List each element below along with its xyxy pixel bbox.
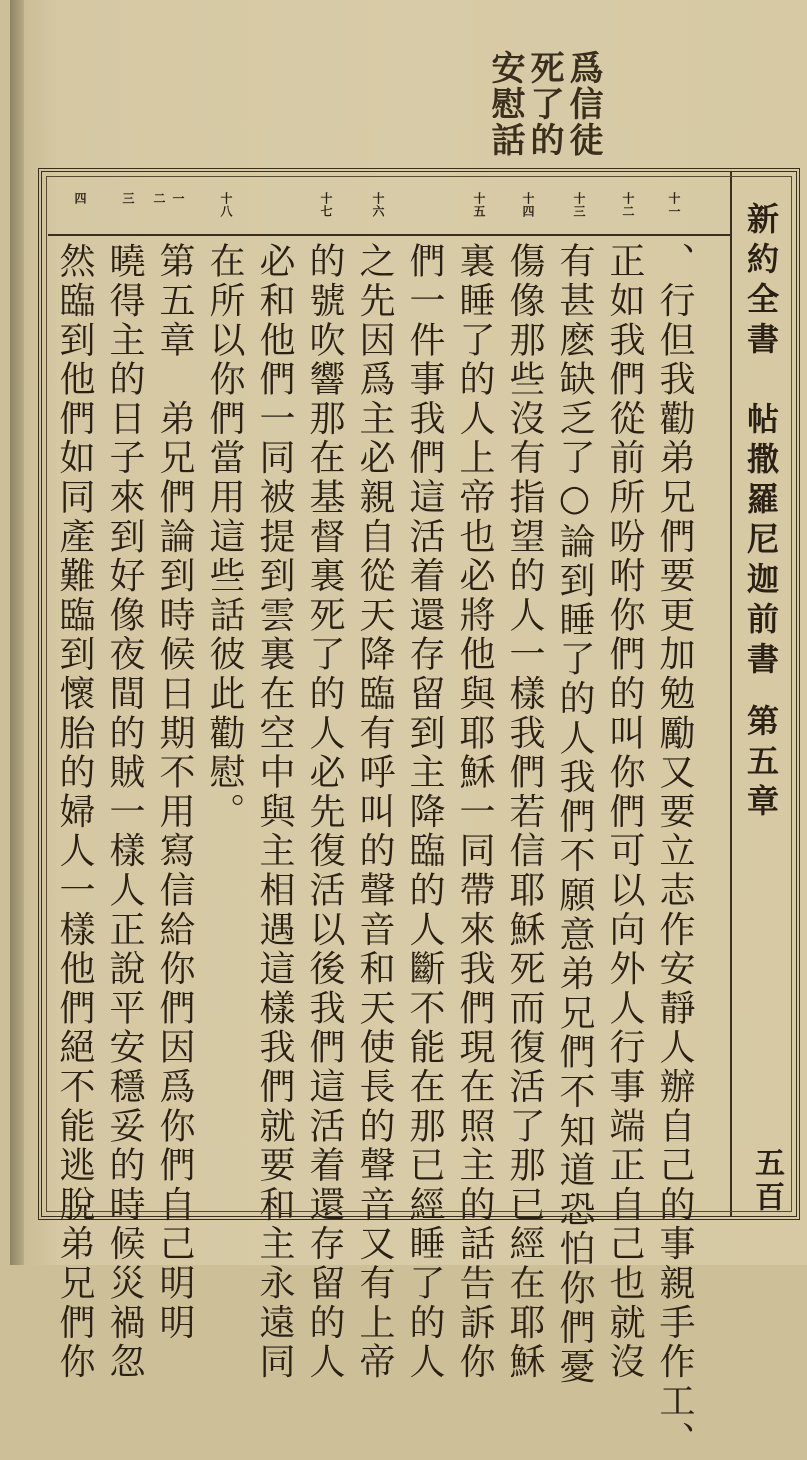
heading-line-1: 爲信徒 [563,50,603,158]
verse-number: 三 [121,192,135,205]
verse-number: 十七 [319,192,333,218]
text-column: 、行但我勸弟兄們要更加勉勵又要立志作安靜人辦自己的事親手作工、 [654,242,695,1460]
page-number: 五百 [749,1147,784,1215]
text-column: 裏睡了的人上帝也必將他與耶穌一同帶來我們現在照主的話告訴你 [454,242,495,1382]
verse-number: 十六 [371,192,385,218]
verse-number-row [48,178,730,236]
verse-number: 十一 [667,192,681,218]
text-column: 然臨到他們如同產難臨到懷胎的婦人一樣他們絕不能逃脫弟兄們你 [54,242,95,1382]
verse-number: 四 [73,192,87,205]
verse-number: 十四 [521,192,535,218]
book-page [10,0,807,1460]
chapter-label: 第五章 [742,704,780,824]
book-title: 新約全書 [742,202,780,362]
verse-number: 十二 [621,192,635,218]
heading-line-3: 安慰話 [485,50,525,158]
running-head-column [730,172,796,1216]
text-column: 在所以你們當用這些話彼此勸慰。 [204,242,245,832]
book-spine-shadow [10,0,24,1265]
text-column: 的號吹響那在基督裏死了的人必先復活以後我們這活着還存留的人 [304,242,345,1382]
text-column: 第五章 弟兄們論到時候日期不用寫信給你們因爲你們自己明明 [154,242,195,1343]
text-column: 正如我們從前所吩咐你們的叫你們可以向外人行事端正自己也就沒 [604,242,645,1382]
text-column: 有甚麽缺乏了○論到睡了的人我們不願意弟兄們不知道恐怕你們憂 [554,242,595,1387]
text-frame [38,168,800,1460]
heading-line-2: 死了的 [524,50,564,158]
verse-number: 十三 [572,192,586,218]
verse-number: 十八 [219,192,233,218]
section-heading [485,50,603,160]
verse-number: 十五 [472,192,486,218]
text-column: 之先因爲主必親自從天降臨有呼叫的聲音和天使長的聲音又有上帝 [354,242,395,1382]
text-column: 們一件事我們這活着還存留到主降臨的人斷不能在那已經睡了的人 [404,242,445,1382]
verse-number: 二 [152,192,166,205]
text-column: 傷像那些沒有指望的人一樣我們若信耶穌死而復活了那已經在耶穌 [504,242,545,1382]
text-column: 必和他們一同被提到雲裏在空中與主相遇這樣我們就要和主永遠同 [254,242,295,1382]
verse-number: 一 [171,192,185,205]
epistle-title: 帖撒羅尼迦前書 [742,402,780,682]
text-column: 曉得主的日子來到好像夜間的賊一樣人正說平安穩妥的時候災禍忽 [104,242,145,1382]
running-head [744,202,778,824]
